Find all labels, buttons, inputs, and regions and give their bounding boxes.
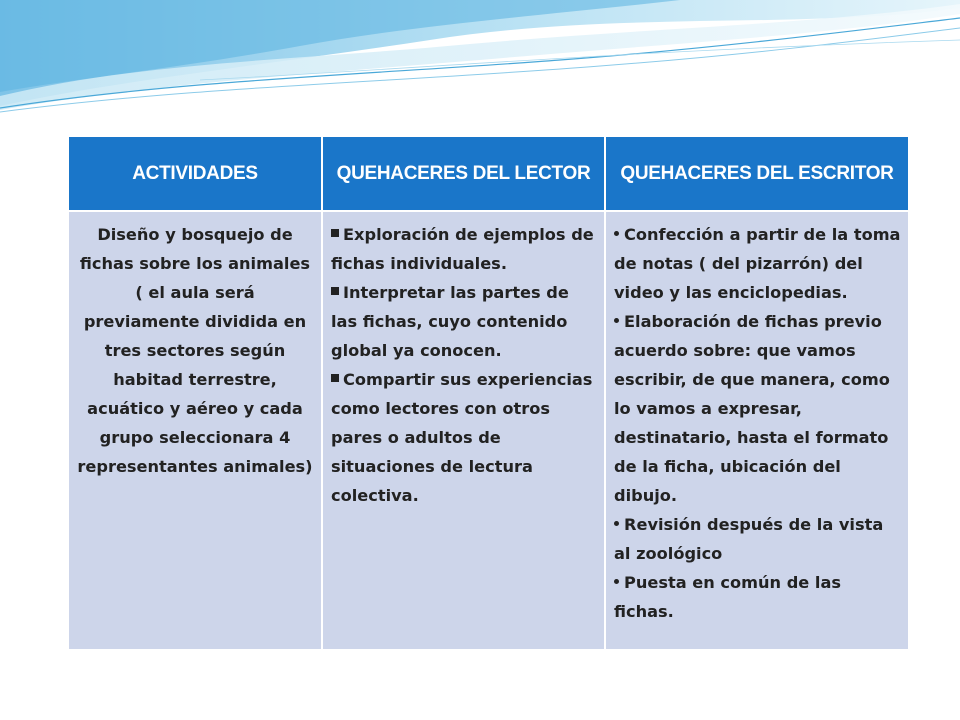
table-header-row: [68, 136, 909, 211]
dot-bullet-icon: [614, 579, 619, 584]
list-item-text: Elaboración de fichas previo acuerdo sobre: que vamos escribir, de que manera, como lo vamos a expresar, destinatario, hasta el formato de la ficha, ubicación del dibujo.: [614, 312, 890, 505]
activities-table-container: [67, 135, 908, 651]
list-item: [614, 220, 902, 307]
header-quehaceres-escritor: QUEHACERES DEL ESCRITOR: [605, 136, 909, 211]
list-item: [331, 278, 598, 365]
list-item: [614, 307, 902, 510]
header-quehaceres-lector: QUEHACERES DEL LECTOR: [322, 136, 605, 211]
dot-bullet-icon: [614, 521, 619, 526]
list-item: [614, 568, 902, 626]
dot-bullet-icon: [614, 318, 619, 323]
dot-bullet-icon: [614, 231, 619, 236]
table-row: [68, 211, 909, 650]
decorative-wave-header: [0, 0, 960, 130]
cell-lector: [322, 211, 605, 650]
list-item-text: Revisión después de la vista al zoológico: [614, 515, 884, 563]
escritor-list: [614, 220, 902, 626]
list-item: [331, 220, 598, 278]
list-item-text: Compartir sus experiencias como lectores con otros pares o adultos de situaciones de lectura colectiva.: [331, 370, 593, 505]
list-item-text: Interpretar las partes de las fichas, cuyo contenido global ya conocen.: [331, 283, 569, 360]
list-item-text: Confección a partir de la toma de notas ( del pizarrón) del video y las enciclopedias.: [614, 225, 901, 302]
square-bullet-icon: [331, 374, 339, 382]
list-item-text: Puesta en común de las fichas.: [614, 573, 842, 621]
cell-escritor: [605, 211, 909, 650]
lector-list: [331, 220, 598, 510]
square-bullet-icon: [331, 229, 339, 237]
header-actividades: ACTIVIDADES: [68, 136, 322, 211]
list-item: [331, 365, 598, 510]
activities-table: [67, 135, 910, 651]
square-bullet-icon: [331, 287, 339, 295]
list-item: [614, 510, 902, 568]
list-item-text: Exploración de ejemplos de fichas individuales.: [331, 225, 594, 273]
cell-actividades: Diseño y bosquejo de fichas sobre los animales ( el aula será previamente dividida en tres sectores según habitad terrestre, acuático y aéreo y cada grupo seleccionara 4 representantes animales): [68, 211, 322, 650]
